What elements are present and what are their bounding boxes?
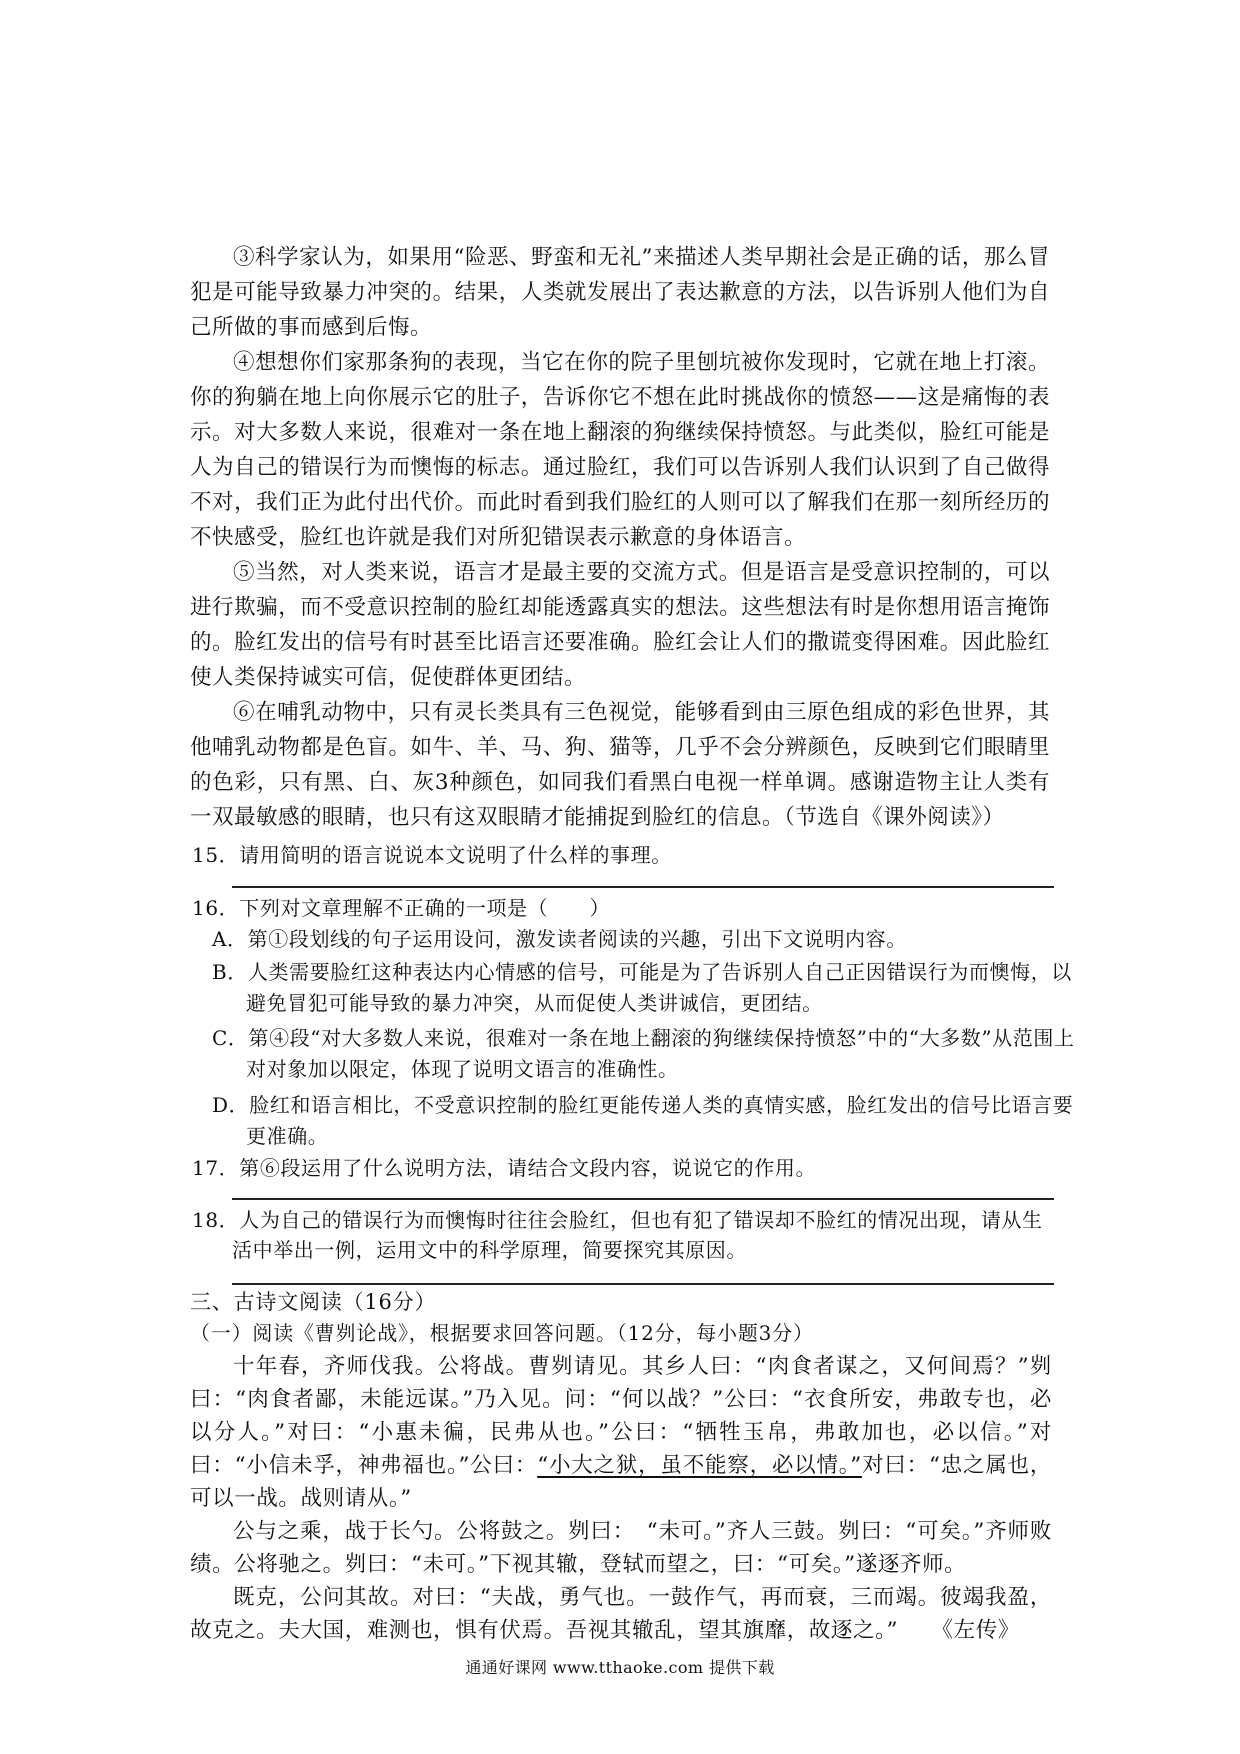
passage-paragraph-5: ⑤当然，对人类来说，语言才是最主要的交流方式。但是语言是受意识控制的，可以进行欺骗，而不受意识控制的脸红却能透露真实的想法。这些想法有时是你想用语言掩饰的。脸红发出的信号有时甚至比语言还要准确。脸红会让人们的撒谎变得困难。因此脸红使人类保持诚实可信，促使群体更团结。: [190, 560, 1050, 690]
classic-paragraph-2: 公与之乘，战于长勺。公将鼓之。刿曰： “未可。”齐人三鼓。刿曰：“可矣。”齐师败绩。公将驰之。刿曰：“未可。”下视其辙，登轼而望之，曰：“可矣。”遂逐齐师。: [190, 1519, 1052, 1577]
question-16-option-c[interactable]: C．第④段“对大多数人来说，很难对一条在地上翻滚的狗继续保持愤怒”中的“大多数”从范围上对对象加以限定，体现了说明文语言的准确性。: [212, 1026, 1075, 1081]
classic-paragraph-1-end: 对曰：“忠之属也，可以一战。战则请从。”: [190, 1453, 1052, 1511]
question-16-option-a[interactable]: A．第①段划线的句子运用设问，激发读者阅读的兴趣，引出下文说明内容。: [212, 927, 907, 951]
classic-paragraph-1-text: 十年春，齐师伐我。公将战。曹刿请见。其乡人曰：“肉食者谋之，又何间焉？”刿曰：“肉食者鄙，未能远谋。”乃入见。问：“何以战？”公曰：“衣食所安，弗敢专也，必以分人。”对曰：“小惠未徧，民弗从也。”公曰：“牺牲玉帛，弗敢加也，必以信。”对曰：“小信未孚，神弗福也。”公曰：: [190, 1354, 1052, 1478]
classic-paragraph-1: [190, 1350, 1052, 1515]
footer-credit: 通通好课网 www.tthaoke.com 提供下载: [465, 1658, 775, 1677]
question-16-option-b[interactable]: B．人类需要脸红这种表达内心情感的信号，可能是为了告诉别人自己正因错误行为而懊悔，以避免冒犯可能导致的暴力冲突，从而促使人类讲诚信，更团结。: [212, 960, 1072, 1015]
answer-line-15[interactable]: [232, 886, 1054, 888]
question-15: 15．请用简明的语言说说本文说明了什么样的事理。: [192, 843, 672, 867]
classic-paragraph-3: 既克，公问其故。对曰：“夫战，勇气也。一鼓作气，再而衰，三而竭。彼竭我盈，故克之。夫大国，难测也，惧有伏焉。吾视其辙乱，望其旗靡，故逐之。” 《左传》: [190, 1585, 1052, 1643]
question-16-option-d[interactable]: D．脸红和语言相比，不受意识控制的脸红更能传递人类的真情实感，脸红发出的信号比语言要更准确。: [212, 1093, 1074, 1148]
answer-line-18[interactable]: [232, 1283, 1054, 1285]
question-16: 16．下列对文章理解不正确的一项是（ ）: [192, 896, 611, 920]
answer-line-17[interactable]: [232, 1198, 1054, 1200]
question-17: 17．第⑥段运用了什么说明方法，请结合文段内容，说说它的作用。: [192, 1156, 817, 1180]
passage-paragraph-6: ⑥在哺乳动物中，只有灵长类具有三色视觉，能够看到由三原色组成的彩色世界，其他哺乳动物都是色盲。如牛、羊、马、狗、猫等，几乎不会分辨颜色，反映到它们眼睛里的色彩，只有黑、白、灰3种颜色，如同我们看黑白电视一样单调。感谢造物主让人类有一双最敏感的眼睛，也只有这双眼睛才能捕捉到脸红的信息。（节选自《课外阅读》）: [190, 700, 1050, 830]
passage-paragraph-3: ③科学家认为，如果用“险恶、野蛮和无礼”来描述人类早期社会是正确的话，那么冒犯是可能导致暴力冲突的。结果，人类就发展出了表达歉意的方法，以告诉别人他们为自己所做的事而感到后悔。: [190, 245, 1050, 340]
question-18: 18．人为自己的错误行为而懊悔时往往会脸红，但也有犯了错误却不脸红的情况出现，请从生活中举出一例，运用文中的科学原理，简要探究其原因。: [192, 1208, 1043, 1262]
passage-paragraph-4: ④想想你们家那条狗的表现，当它在你的院子里刨坑被你发现时，它就在地上打滚。你的狗躺在地上向你展示它的肚子，告诉你它不想在此时挑战你的愤怒——这是痛悔的表示。对大多数人来说，很难对一条在地上翻滚的狗继续保持愤怒。与此类似，脸红可能是人为自己的错误行为而懊悔的标志。通过脸红，我们可以告诉别人我们认识到了自己做得不对，我们正为此付出代价。而此时看到我们脸红的人则可以了解我们在那一刻所经历的不快感受，脸红也许就是我们对所犯错误表示歉意的身体语言。: [190, 350, 1050, 550]
underlined-sentence: “小大之狱，虽不能察，必以情。”: [537, 1453, 862, 1478]
section-subtitle: （一）阅读《曹刿论战》，根据要求回答问题。（12分，每小题3分）: [190, 1321, 814, 1345]
section-title: 三、古诗文阅读（16分）: [190, 1290, 437, 1314]
